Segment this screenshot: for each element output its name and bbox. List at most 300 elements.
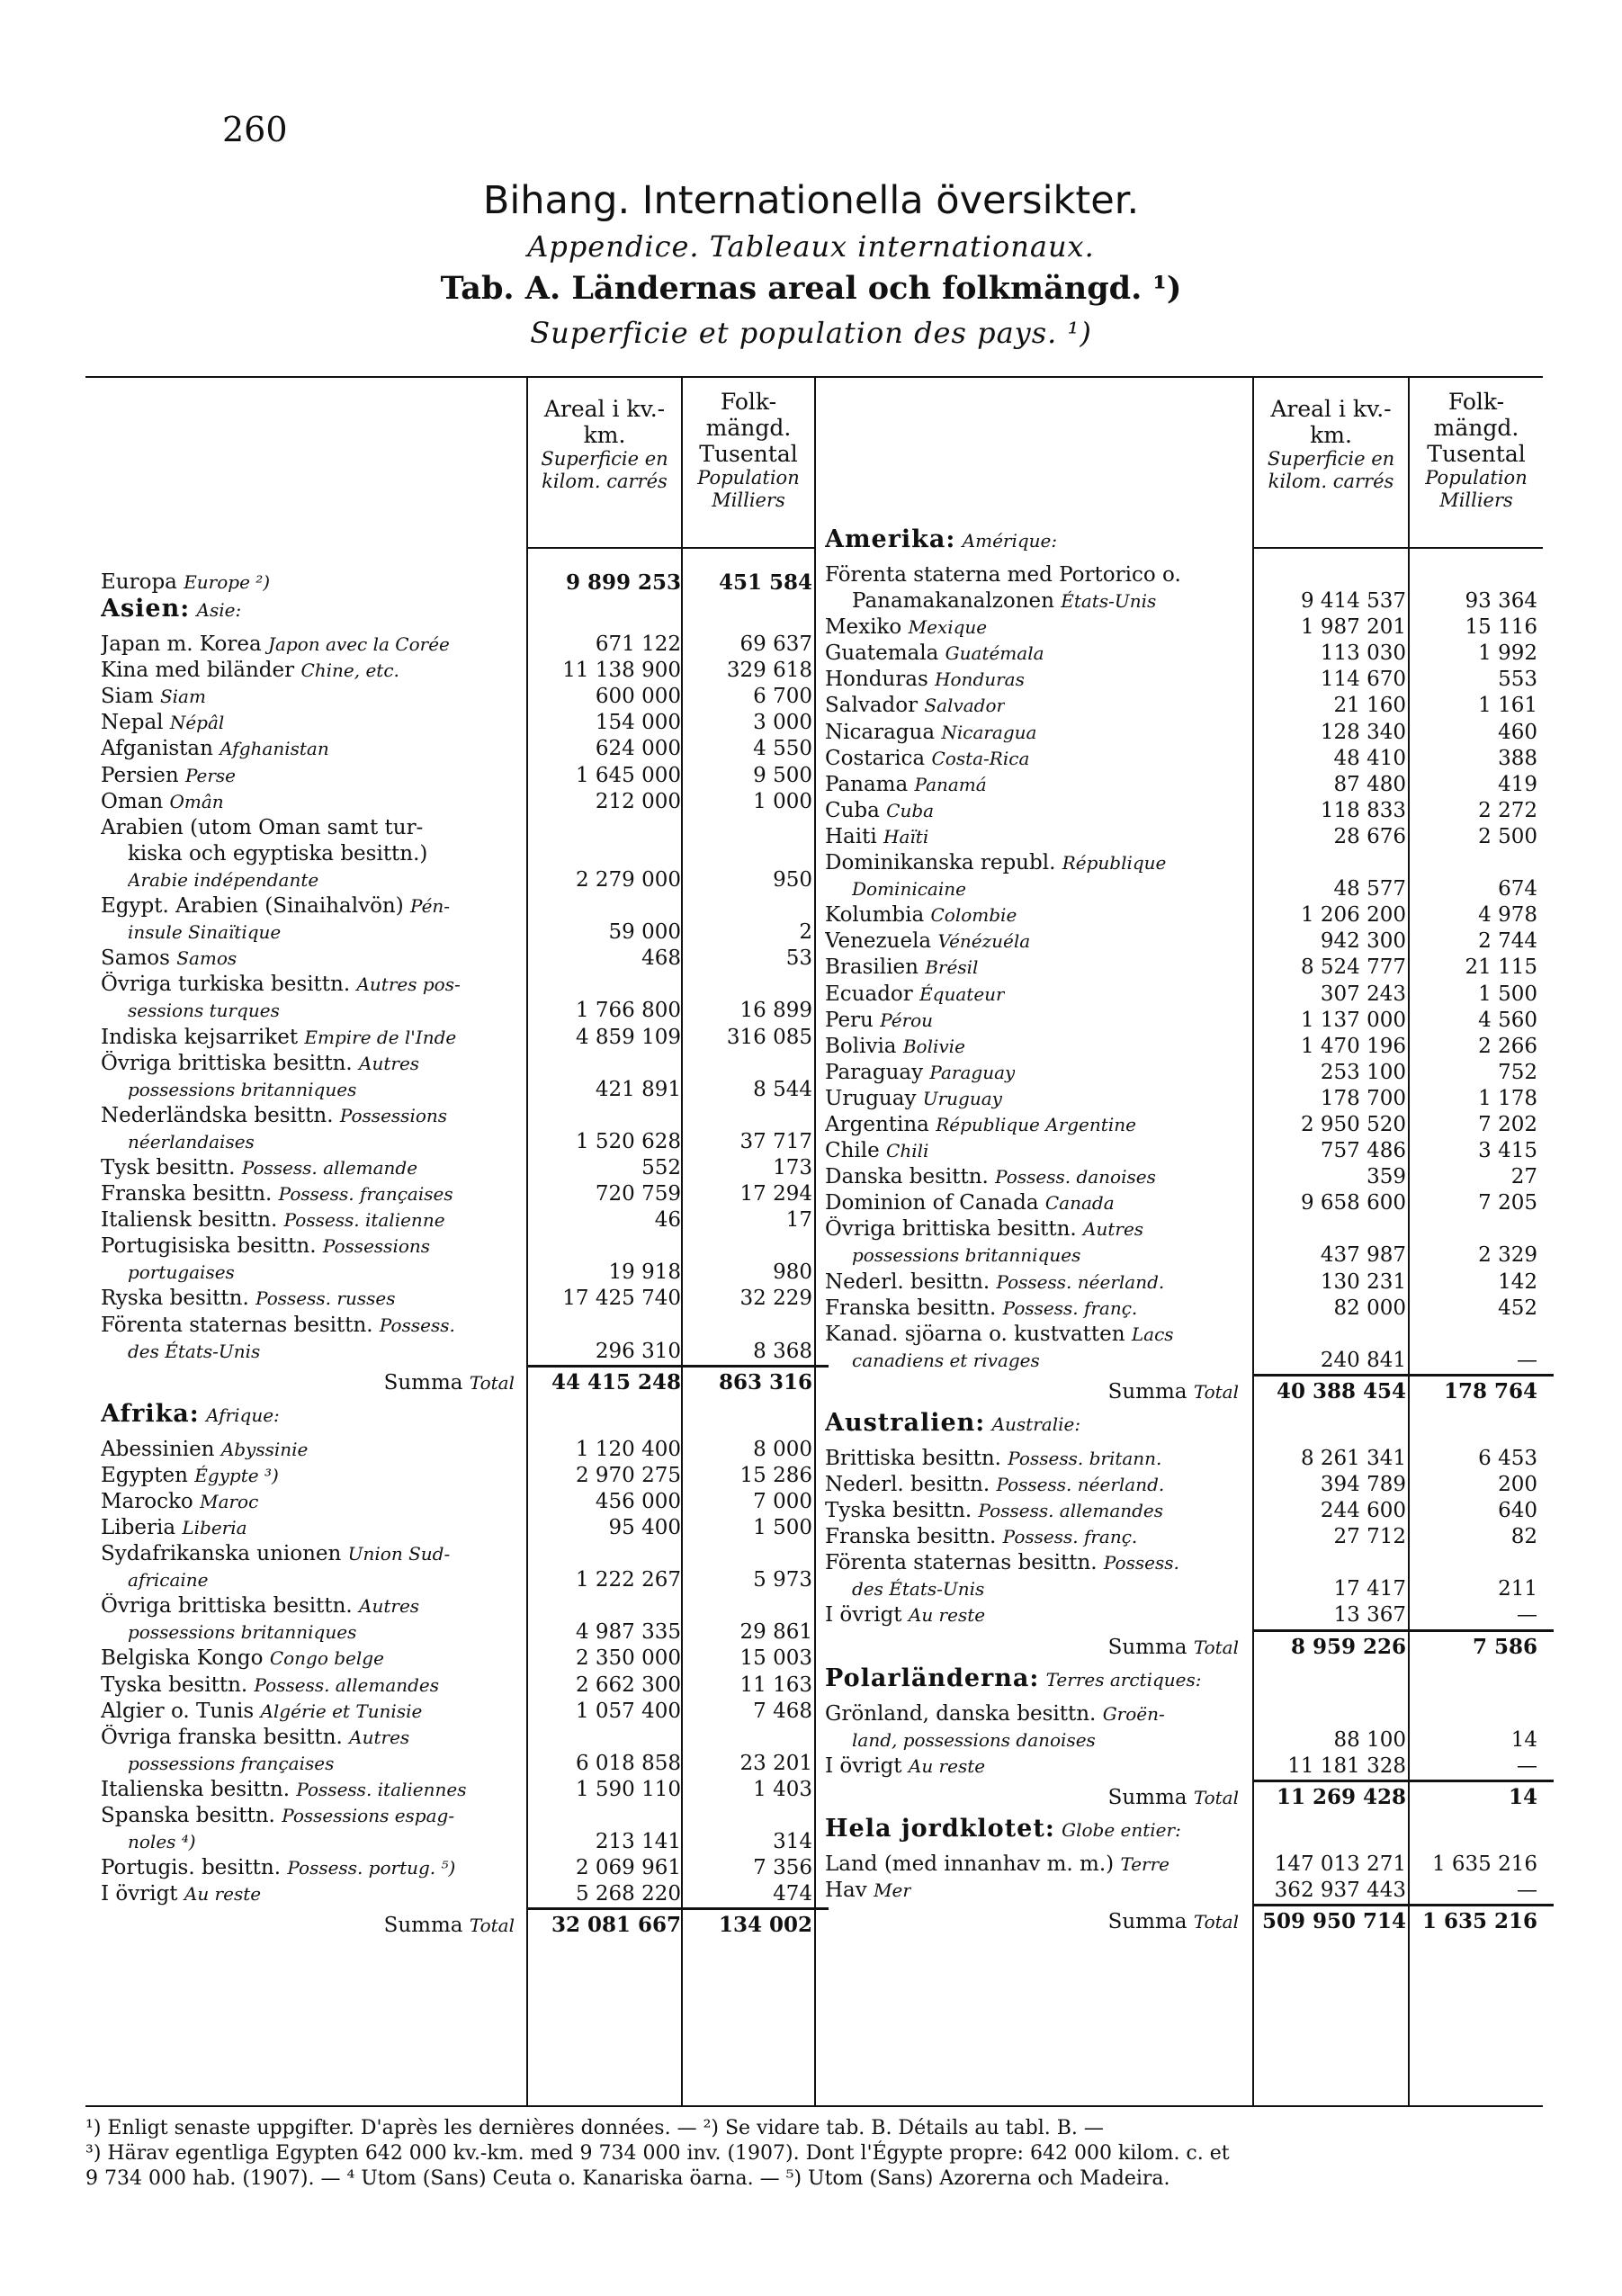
label-french: insule Sinaïtique <box>128 921 282 944</box>
label-french: possessions britanniques <box>128 1078 357 1100</box>
label-french: Costa-Rica <box>931 747 1030 769</box>
area-value: 437 987 <box>1320 1243 1406 1268</box>
label-swedish: Brittiska besittn. <box>825 1446 1001 1470</box>
area-value: 13 367 <box>1333 1603 1406 1628</box>
label-swedish: Peru <box>825 1008 874 1032</box>
label-swedish: Afrika: <box>101 1400 200 1428</box>
area-value: 421 891 <box>595 1077 681 1101</box>
area-value: 21 160 <box>1333 694 1406 718</box>
table-row <box>101 1181 814 1207</box>
label-swedish: Tyska besittn. <box>825 1499 972 1523</box>
area-value: 118 833 <box>1320 798 1406 822</box>
section-heading <box>101 596 814 632</box>
population-value: 2 500 <box>1478 824 1537 848</box>
label-swedish: Oman <box>101 789 164 813</box>
table-row <box>825 1296 1543 1322</box>
label-swedish: Argentina <box>825 1112 929 1136</box>
area-value: 5 268 220 <box>575 1882 681 1906</box>
population-value: 1 635 216 <box>1431 1852 1537 1876</box>
area-value: 1 590 110 <box>575 1777 681 1801</box>
row-label <box>825 1216 1143 1242</box>
label-swedish: Panama <box>825 772 909 796</box>
table-row <box>825 1524 1543 1550</box>
label-swedish: Persien <box>101 763 179 787</box>
row-label <box>128 1077 356 1103</box>
label-swedish: Salvador <box>825 694 919 718</box>
population-value: 4 560 <box>1478 1008 1537 1032</box>
area-value: 178 700 <box>1320 1086 1406 1110</box>
population-value: 173 <box>773 1155 812 1179</box>
table-bottom-rule <box>85 2105 1543 2107</box>
table-row <box>825 720 1543 746</box>
label-french: Au reste <box>908 1754 986 1777</box>
label-french: Pérou <box>880 1009 934 1031</box>
table-row <box>101 1313 814 1339</box>
label-swedish: Nicaragua <box>825 720 936 744</box>
table-row <box>101 867 814 893</box>
table-row <box>101 1051 814 1077</box>
table-row <box>101 1541 814 1567</box>
table-row <box>101 946 814 972</box>
population-value: 950 <box>773 867 812 892</box>
label-french: Possess. portug. ⁵) <box>287 1857 456 1879</box>
area-value: 59 000 <box>608 920 681 945</box>
area-value: 154 000 <box>595 711 681 735</box>
label-french: Afghanistan <box>220 738 329 760</box>
population-value: 16 899 <box>739 999 812 1023</box>
row-label <box>825 1164 1156 1190</box>
population-value: 6 453 <box>1478 1446 1537 1470</box>
population-value: 316 085 <box>726 1025 812 1049</box>
area-head-label: Areal i kv.-km. <box>543 396 666 448</box>
pop-column-header <box>683 389 814 512</box>
table-row <box>825 1060 1543 1086</box>
row-label <box>825 824 928 850</box>
label-swedish: Land (med innanhav m. m.) <box>825 1852 1115 1876</box>
area-value: 6 018 858 <box>575 1751 681 1775</box>
row-label <box>128 998 280 1024</box>
label-swedish: Guatemala <box>825 641 939 666</box>
label-swedish: Haiti <box>825 824 877 848</box>
row-label <box>128 919 281 946</box>
label-french: Samos <box>176 947 237 970</box>
population-value: 69 637 <box>739 632 812 657</box>
row-label <box>852 1242 1080 1269</box>
sum-rule <box>1254 1780 1554 1782</box>
population-value: 1 992 <box>1478 641 1537 666</box>
section-heading <box>825 1665 1543 1701</box>
area-value: 720 759 <box>595 1182 681 1206</box>
label-french: Possess. danoises <box>995 1166 1156 1188</box>
table-row <box>825 1216 1543 1242</box>
table-row <box>825 1242 1543 1269</box>
population-value: 211 <box>1498 1577 1537 1601</box>
table-row <box>101 1129 814 1155</box>
area-value: 600 000 <box>595 685 681 709</box>
label-swedish: Costarica <box>825 746 926 770</box>
table-row <box>101 1515 814 1541</box>
table-row <box>825 667 1543 693</box>
area-value: 19 918 <box>608 1260 681 1285</box>
table-row <box>825 1472 1543 1498</box>
label-french: possessions britanniques <box>128 1621 357 1644</box>
row-label <box>101 1463 279 1489</box>
area-value: 359 <box>1367 1165 1406 1189</box>
label-french: Pén- <box>410 895 451 918</box>
label-french: des États-Unis <box>852 1578 985 1601</box>
label-french: Total <box>1193 1380 1239 1403</box>
page-number: 260 <box>222 110 288 149</box>
row-label <box>825 614 987 641</box>
table-row <box>101 972 814 998</box>
table-row <box>825 850 1543 876</box>
row-label <box>825 1374 1239 1410</box>
area-value: 82 000 <box>1333 1296 1406 1320</box>
area-value: 88 100 <box>1333 1727 1406 1752</box>
label-swedish: Egypt. Arabien (Sinaihalvön) <box>101 894 404 919</box>
row-label <box>101 1103 447 1129</box>
population-value: 14 <box>1508 1784 1537 1809</box>
table-row <box>825 588 1543 614</box>
row-label <box>825 1753 985 1780</box>
label-swedish: Övriga brittiska besittn. <box>101 1051 353 1075</box>
area-value: 46 <box>654 1208 681 1233</box>
table-row <box>101 658 814 684</box>
label-swedish: Indiska kejsarriket <box>101 1025 299 1049</box>
table-row <box>825 1086 1543 1112</box>
area-value: 40 388 454 <box>1276 1378 1406 1404</box>
label-french: Afrique: <box>206 1404 280 1426</box>
table-row <box>101 789 814 815</box>
table-row <box>101 1233 814 1260</box>
population-value: 2 266 <box>1478 1034 1537 1058</box>
area-value: 48 410 <box>1333 746 1406 770</box>
label-swedish: Hav <box>825 1878 867 1902</box>
table-row <box>101 919 814 946</box>
table-row <box>825 1322 1543 1348</box>
row-label <box>101 1673 439 1699</box>
table-row <box>101 893 814 919</box>
label-swedish: Amerika: <box>825 526 956 553</box>
table-row <box>825 1190 1543 1216</box>
row-label <box>101 658 399 684</box>
area-value: 2 662 300 <box>575 1673 681 1697</box>
table-row <box>101 1593 814 1619</box>
label-swedish: Ryska besittn. <box>101 1287 249 1311</box>
label-swedish: Portugisiska besittn. <box>101 1234 317 1259</box>
label-swedish: Belgiska Kongo <box>101 1646 264 1671</box>
label-swedish: Spanska besittn. <box>101 1804 275 1828</box>
label-french: Chine, etc. <box>300 659 399 682</box>
label-french: Terre <box>1120 1852 1170 1875</box>
row-label <box>825 1852 1169 1878</box>
label-french: Omân <box>169 790 224 812</box>
label-french: Total <box>1193 1911 1239 1933</box>
row-label <box>825 1878 911 1904</box>
label-french: Au reste <box>184 1883 262 1906</box>
area-head-label: Areal i kv.-km. <box>1270 396 1392 448</box>
label-swedish: Kolumbia <box>825 903 925 928</box>
row-label <box>101 1593 419 1619</box>
population-value: 1 000 <box>753 789 812 813</box>
footnotes <box>85 2116 1543 2192</box>
row-label <box>825 1904 1239 1940</box>
label-french: Uruguay <box>922 1087 1002 1109</box>
area-value: 2 069 961 <box>575 1856 681 1880</box>
row-label <box>825 955 978 981</box>
table-row <box>101 815 814 841</box>
label-french: Possess. allemande <box>241 1156 418 1179</box>
row-label <box>825 1269 1164 1296</box>
label-swedish: Summa <box>1107 1910 1187 1934</box>
row-label <box>128 1260 235 1286</box>
label-swedish: Förenta staternas besittn. <box>825 1551 1098 1575</box>
population-value: 29 861 <box>739 1620 812 1645</box>
table-row <box>101 1725 814 1751</box>
row-label <box>825 1472 1164 1498</box>
population-value: 7 202 <box>1478 1112 1537 1136</box>
label-french: Possess. allemandes <box>254 1673 440 1696</box>
row-label <box>825 562 1181 588</box>
table-row <box>825 1008 1543 1034</box>
area-sub-label: Superficie en kilom. carrés <box>541 448 668 492</box>
label-swedish: Australien: <box>825 1409 986 1437</box>
population-value: 2 329 <box>1478 1243 1537 1268</box>
area-value: 113 030 <box>1320 641 1406 666</box>
population-value: 178 764 <box>1443 1378 1537 1404</box>
population-value: 314 <box>773 1830 812 1854</box>
label-french: Possessions espag- <box>282 1805 455 1827</box>
table-row <box>825 614 1543 641</box>
table-title: Tab. A. Ländernas areal och folkmängd. ¹) <box>440 270 1182 307</box>
label-french: Possess. franç. <box>1002 1526 1138 1548</box>
center-divider <box>814 378 816 2105</box>
label-french: Maroc <box>200 1490 259 1512</box>
population-value: 863 316 <box>718 1369 812 1395</box>
label-swedish: Summa <box>383 1370 463 1395</box>
population-value: 640 <box>1498 1499 1537 1523</box>
area-value: 671 122 <box>595 632 681 657</box>
population-value: 4 978 <box>1478 903 1537 928</box>
label-french: noles ⁴) <box>128 1831 196 1853</box>
area-value: 1 120 400 <box>575 1437 681 1461</box>
row-label <box>101 946 237 972</box>
row-label <box>101 1541 450 1567</box>
label-swedish: Arabien (utom Oman samt tur- <box>101 815 424 839</box>
table-row <box>825 798 1543 824</box>
label-swedish: I övrigt <box>825 1753 902 1778</box>
table-row <box>825 1576 1543 1602</box>
summary-row <box>101 1365 814 1401</box>
population-value: 7 356 <box>753 1856 812 1880</box>
population-value: 15 116 <box>1465 615 1537 640</box>
table-row <box>825 1269 1543 1296</box>
label-french: Total <box>469 1915 515 1937</box>
table-row <box>101 710 814 736</box>
population-value: 1 635 216 <box>1421 1909 1537 1934</box>
table-row <box>825 1753 1543 1780</box>
row-label <box>101 1286 395 1312</box>
label-swedish: Övriga franska besittn. <box>101 1725 343 1749</box>
row-label <box>101 1025 456 1051</box>
label-french: Possess. italienne <box>283 1209 445 1232</box>
row-label <box>128 1567 209 1593</box>
row-label <box>852 1727 1096 1753</box>
label-swedish: Franska besittn. <box>825 1296 997 1320</box>
population-value: 23 201 <box>739 1751 812 1775</box>
area-value: 1 987 201 <box>1300 615 1406 640</box>
label-french: Europe ²) <box>184 571 271 593</box>
pop-head-label: Folk- mängd. Tusental <box>1427 389 1526 467</box>
summary-row <box>825 1780 1543 1816</box>
population-value: 2 <box>799 920 812 945</box>
label-french: Liberia <box>182 1517 247 1538</box>
row-label <box>825 1112 1136 1138</box>
area-value: 2 950 520 <box>1300 1112 1406 1136</box>
label-french: Total <box>1193 1786 1239 1808</box>
row-label <box>825 526 1057 554</box>
row-label <box>825 1322 1174 1348</box>
area-value: 2 350 000 <box>575 1646 681 1671</box>
right-table <box>825 526 1543 1940</box>
label-swedish: Uruguay <box>825 1086 917 1110</box>
table-row <box>825 772 1543 798</box>
row-label <box>101 1437 308 1463</box>
row-label <box>101 763 236 789</box>
row-label <box>101 1155 417 1181</box>
area-value: 147 013 271 <box>1274 1852 1406 1876</box>
label-swedish: Panamakanalzonen <box>852 589 1054 614</box>
label-french: Algérie et Tunisie <box>260 1700 423 1722</box>
population-value: 6 700 <box>753 685 812 709</box>
table-row <box>101 1103 814 1129</box>
area-value: 362 937 443 <box>1274 1878 1406 1902</box>
table-row <box>825 982 1543 1008</box>
table-row <box>825 746 1543 772</box>
table-row <box>101 1646 814 1672</box>
population-value: 7 468 <box>753 1699 812 1723</box>
label-french: africaine <box>128 1569 209 1592</box>
label-french: Australie: <box>991 1413 1081 1435</box>
label-swedish: Honduras <box>825 668 928 692</box>
population-value: 37 717 <box>739 1129 812 1153</box>
table-row <box>825 1446 1543 1472</box>
table-row <box>825 902 1543 928</box>
label-swedish: Förenta staterna med Portorico o. <box>825 563 1181 587</box>
label-swedish: Marocko <box>101 1489 193 1513</box>
area-value: 95 400 <box>608 1516 681 1539</box>
row-label <box>101 632 450 658</box>
area-value: 253 100 <box>1320 1060 1406 1084</box>
footnote-line: ¹) Enligt senaste uppgifter. D'après les dernières données. — ²) Se vidare tab. B. Détails au tabl. B. — <box>85 2117 1104 2139</box>
label-swedish: Siam <box>101 685 154 709</box>
row-label <box>128 1829 196 1855</box>
population-value: 980 <box>773 1260 812 1285</box>
area-value: 9 658 600 <box>1300 1191 1406 1215</box>
table-row <box>101 1567 814 1593</box>
population-value: 82 <box>1510 1525 1537 1549</box>
row-label <box>101 893 450 919</box>
label-french: République <box>1062 852 1167 874</box>
table-row <box>825 876 1543 902</box>
area-value: 2 279 000 <box>575 867 681 892</box>
area-value: 48 577 <box>1333 877 1406 901</box>
area-column-header <box>1254 396 1408 493</box>
population-value: — <box>1517 1753 1537 1778</box>
label-swedish: Nederl. besittn. <box>825 1269 990 1294</box>
population-value: 752 <box>1498 1060 1537 1084</box>
table-row <box>101 1025 814 1051</box>
table-row <box>825 1701 1543 1727</box>
population-value: 5 973 <box>753 1568 812 1592</box>
label-french: Total <box>469 1371 515 1394</box>
left-table <box>101 570 814 1943</box>
row-label <box>825 1665 1201 1693</box>
table-row <box>101 1077 814 1103</box>
row-label <box>825 1816 1181 1843</box>
label-swedish: I övrigt <box>825 1603 902 1628</box>
population-value: 674 <box>1498 877 1537 901</box>
summary-row <box>825 1904 1543 1940</box>
label-swedish: Japan m. Korea <box>101 632 262 657</box>
label-french: Mexique <box>908 616 988 639</box>
row-label <box>101 570 270 596</box>
label-swedish: Summa <box>1107 1379 1187 1404</box>
label-french: sessions turques <box>128 1000 280 1022</box>
table-row <box>825 1034 1543 1060</box>
population-value: 1 161 <box>1478 694 1537 718</box>
page-subtitle: Appendice. Tableaux internationaux. <box>527 229 1095 264</box>
table-row <box>101 570 814 596</box>
population-value: 14 <box>1510 1727 1537 1752</box>
row-label <box>101 1725 409 1751</box>
table-row <box>825 1550 1543 1576</box>
sum-rule <box>528 1365 829 1368</box>
area-value: 1 645 000 <box>575 763 681 787</box>
summary-row <box>825 1629 1543 1665</box>
table-row <box>825 824 1543 850</box>
label-swedish: Chile <box>825 1139 880 1163</box>
table-row <box>825 1138 1543 1164</box>
label-french: Arabie indépendante <box>128 868 319 891</box>
label-french: Haïti <box>883 825 929 848</box>
label-swedish: Asien: <box>101 596 191 623</box>
area-value: 942 300 <box>1320 929 1406 954</box>
label-french: Union Sud- <box>347 1543 451 1565</box>
row-label <box>101 1699 422 1725</box>
row-label <box>128 867 318 893</box>
label-french: Autres <box>359 1052 420 1074</box>
row-label <box>825 1629 1239 1665</box>
label-french: Possess. britann. <box>1008 1447 1162 1469</box>
label-swedish: Egypten <box>101 1463 188 1487</box>
population-value: 200 <box>1498 1473 1537 1496</box>
row-label <box>101 1207 445 1233</box>
table-row <box>825 562 1543 588</box>
table-row <box>101 763 814 789</box>
row-label <box>101 1515 247 1541</box>
area-value: 307 243 <box>1320 982 1406 1006</box>
row-label <box>101 736 329 762</box>
row-label <box>101 1051 419 1077</box>
label-french: Groën- <box>1102 1702 1165 1725</box>
area-value: 8 261 341 <box>1300 1446 1406 1470</box>
label-french: Au reste <box>908 1604 986 1627</box>
label-french: Dominicaine <box>852 878 966 901</box>
table-row <box>825 1164 1543 1190</box>
label-swedish: Samos <box>101 946 170 971</box>
table-row <box>825 693 1543 719</box>
